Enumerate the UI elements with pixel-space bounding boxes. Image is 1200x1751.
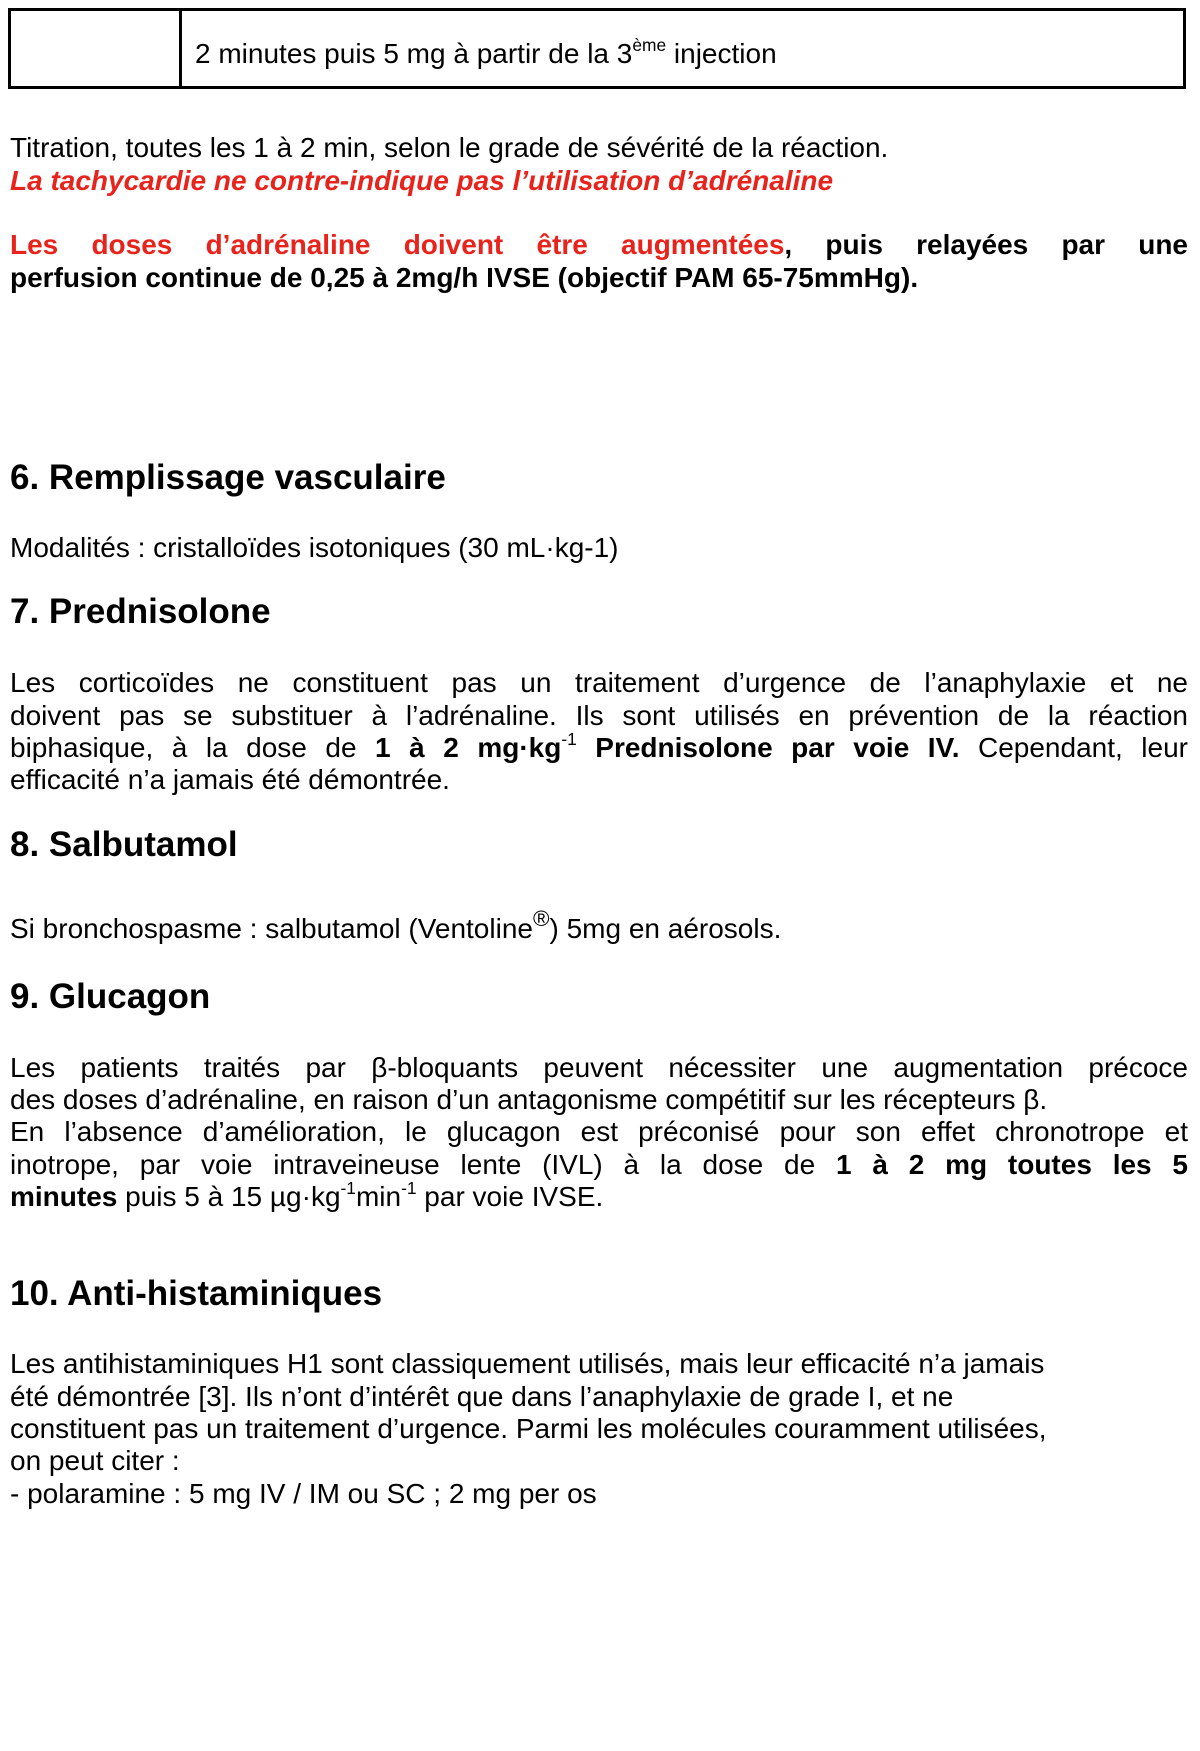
section-9-line2: des doses d’adrénaline, en raison d’un antagonisme compétitif sur les récepteurs β. (10, 1084, 1048, 1115)
section-6-title: 6. Remplissage vasculaire (10, 458, 446, 497)
section-10-line1: Les antihistaminiques H1 sont classiquement utilisés, mais leur efficacité n’a jamais (10, 1348, 1045, 1379)
section-10-title: 10. Anti-histaminiques (10, 1274, 383, 1313)
tachycardia-warning: La tachycardie ne contre-indique pas l’utilisation d’adrénaline (10, 165, 834, 196)
section-10-line2: été démontrée [3]. Ils n’ont d’intérêt que dans l’anaphylaxie de grade I, et ne (10, 1381, 954, 1412)
adrenaline-dose-line2: perfusion continue de 0,25 à 2mg/h IVSE (objectif PAM 65-75mmHg). (10, 262, 919, 293)
section-9-line3: En l’absence d’amélioration, le glucagon est préconisé pour son effet chronotrope et (10, 1116, 1188, 1147)
adrenaline-dose-line1: Les doses d’adrénaline doivent être augmentées, puis relayées par une (10, 229, 1188, 260)
titration-text: Titration, toutes les 1 à 2 min, selon le grade de sévérité de la réaction. (10, 132, 889, 163)
section-9-title: 9. Glucagon (10, 977, 211, 1016)
table-text-cell: 2 minutes puis 5 mg à partir de la 3ème injection (195, 34, 777, 69)
section-8-text: Si bronchospasme : salbutamol (Ventoline®) 5mg en aérosols. (10, 905, 782, 944)
section-7-line3: biphasique, à la dose de 1 à 2 $mg\cdot kg^{-1}$ Prednisolone par voie IV. Cependant, leur (10, 728, 1188, 763)
table-empty-cell (11, 11, 182, 86)
section-9-line1: Les patients traités par β-bloquants peuvent nécessiter une augmentation précoce (10, 1052, 1188, 1083)
section-9-line5: minutes puis 5 à 15 $\mu g\cdot kg^{-1}\min^{-1}$ par voie IVSE. (10, 1177, 604, 1212)
section-7-line4: efficacité n’a jamais été démontrée. (10, 764, 450, 795)
section-10-line5: - polaramine : 5 mg IV / IM ou SC ; 2 mg per os (10, 1478, 597, 1509)
dose-table-row (8, 8, 1186, 89)
section-10-line4: on peut citer : (10, 1445, 180, 1476)
section-7-line1: Les corticoïdes ne constituent pas un traitement d’urgence de l’anaphylaxie et ne (10, 667, 1188, 698)
section-9-line4: inotrope, par voie intraveineuse lente (IVL) à la dose de 1 à 2 mg toutes les 5 (10, 1149, 1189, 1180)
section-6-text: Modalités : cristalloïdes isotoniques (30 mL·kg-1) (10, 532, 619, 563)
section-10-line3: constituent pas un traitement d’urgence. Parmi les molécules couramment utilisées, (10, 1413, 1047, 1444)
section-7-line2: doivent pas se substituer à l’adrénaline. Ils sont utilisés en prévention de la réaction (10, 700, 1188, 731)
section-8-title: 8. Salbutamol (10, 825, 238, 864)
section-7-title: 7. Prednisolone (10, 592, 271, 631)
